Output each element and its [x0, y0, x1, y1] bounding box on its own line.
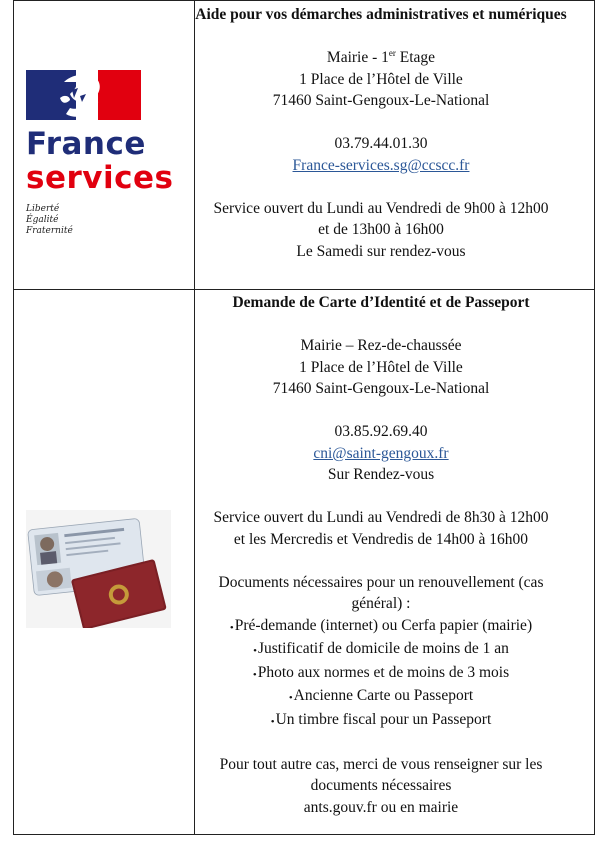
cni-passport-info [181, 292, 581, 818]
block1-address-street: 1 Place de l’Hôtel de Ville [299, 70, 463, 88]
block1-title: Aide pour vos démarches administratives et numériques [195, 6, 567, 23]
doc-item: • Ancienne Carte ou Passeport [181, 685, 581, 709]
row-divider [14, 289, 594, 290]
block2-location: Mairie – Rez-de-chaussée [300, 337, 462, 354]
id-card-passport-image [26, 510, 171, 628]
block2-phone: 03.85.92.69.40 [334, 423, 428, 440]
block2-email-link[interactable]: cni@saint-gengoux.fr [313, 444, 449, 462]
doc-item: • Un timbre fiscal pour un Passeport [181, 709, 581, 733]
block1-address-city: 71460 Saint-Gengoux-Le-National [272, 92, 490, 109]
block1-hours-line2: et de 13h00 à 16h00 [318, 221, 444, 238]
docs-title-line1: Documents nécessaires pour un renouvellement (cas [218, 573, 544, 591]
block1-phone: 03.79.44.01.30 [334, 135, 428, 152]
block2-address-street: 1 Place de l’Hôtel de Ville [299, 358, 463, 376]
block1-hours-line1: Service ouvert du Lundi au Vendredi de 9h00 à 12h00 [213, 199, 549, 217]
block2-appointment: Sur Rendez-vous [327, 466, 435, 483]
motto-liberte: Liberté [26, 204, 60, 214]
block1-location: Mairie - 1er Etage [326, 48, 436, 66]
block1-email-link[interactable]: France-services.sg@ccscc.fr [292, 156, 470, 174]
other-cases-line1: Pour tout autre cas, merci de vous renseigner sur les [219, 755, 543, 773]
block2-address-city: 71460 Saint-Gengoux-Le-National [272, 380, 490, 397]
republic-motto [26, 204, 73, 237]
other-cases-line3: ants.gouv.fr ou en mairie [303, 798, 459, 816]
block1-hours-line3: Le Samedi sur rendez-vous [296, 242, 466, 260]
other-cases-line2: documents nécessaires [310, 777, 452, 794]
logo-services-text: services [26, 160, 174, 196]
doc-item: • Pré-demande (internet) ou Cerfa papier (mairie) [181, 615, 581, 639]
block2-hours-line2: et les Mercredis et Vendredis de 14h00 à 16h00 [233, 530, 529, 548]
motto-fraternite: Fraternité [26, 226, 73, 236]
block2-hours-line1: Service ouvert du Lundi au Vendredi de 8h30 à 12h00 [213, 509, 549, 526]
doc-item: • Justificatif de domicile de moins de 1 an [181, 638, 581, 662]
doc-item: • Photo aux normes et de moins de 3 mois [181, 662, 581, 686]
docs-title-line2: général) : [351, 595, 411, 612]
motto-egalite: Égalité [26, 215, 59, 225]
logo-france-text: France [26, 126, 146, 162]
france-services-info [181, 4, 581, 262]
block2-title: Demande de Carte d’Identité et de Passeport [232, 294, 530, 311]
marianne-flag-icon [26, 68, 141, 124]
france-services-logo [24, 66, 174, 246]
